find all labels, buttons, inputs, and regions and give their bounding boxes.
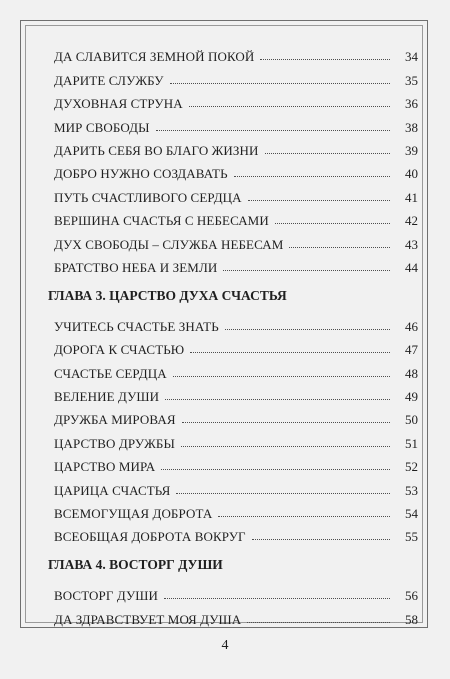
dot-leader <box>173 376 390 377</box>
toc-entry-title: ВЕЛЕНИЕ ДУШИ <box>54 388 160 404</box>
toc-entry-page: 52 <box>405 459 418 475</box>
toc-entry-title: ДРУЖБА МИРОВАЯ <box>54 412 176 428</box>
dot-leader <box>190 352 390 353</box>
toc-entry-title: ЦАРСТВО ДРУЖБЫ <box>54 435 175 451</box>
dot-leader <box>289 247 390 248</box>
dot-leader <box>218 516 390 517</box>
toc-entry[interactable] <box>48 426 418 449</box>
toc-entry-title: СЧАСТЬЕ СЕРДЦА <box>54 365 167 381</box>
toc-section-continuation <box>48 40 418 274</box>
toc-entry[interactable] <box>48 204 418 227</box>
dot-leader <box>189 106 390 107</box>
toc-entry[interactable] <box>48 520 418 543</box>
toc-entry-page: 47 <box>405 342 418 358</box>
dot-leader <box>161 469 390 470</box>
toc-entry-page: 49 <box>405 388 418 404</box>
toc-entry-title: ДУХ СВОБОДЫ – СЛУЖБА НЕБЕСАМ <box>54 236 284 252</box>
dot-leader <box>275 223 390 224</box>
toc-entry-title: ЦАРСТВО МИРА <box>54 459 156 475</box>
toc-entry-title: ДОРОГА К СЧАСТЬЮ <box>54 342 185 358</box>
toc-entry-title: ДА СЛАВИТСЯ ЗЕМНОЙ ПОКОЙ <box>54 49 255 65</box>
toc-entry[interactable] <box>48 180 418 203</box>
page-number: 4 <box>221 638 229 653</box>
toc-entry[interactable] <box>48 602 418 625</box>
dot-leader <box>252 539 390 540</box>
toc-entry[interactable] <box>48 579 418 602</box>
toc-section-chapter-3 <box>48 309 418 543</box>
dot-leader <box>170 83 390 84</box>
toc-entry-title: ЦАРИЦА СЧАСТЬЯ <box>54 482 171 498</box>
dot-leader <box>156 130 390 131</box>
toc-entry-title: ВСЕМОГУЩАЯ ДОБРОТА <box>54 505 213 521</box>
toc-entry[interactable] <box>48 403 418 426</box>
toc-entry-page: 40 <box>405 166 418 182</box>
toc-entry[interactable] <box>48 473 418 496</box>
dot-leader <box>164 598 390 599</box>
toc-entry-page: 35 <box>405 72 418 88</box>
toc-entry-page: 55 <box>405 529 418 545</box>
toc-entry[interactable] <box>48 110 418 133</box>
dot-leader <box>182 422 390 423</box>
toc-entry-page: 51 <box>405 435 418 451</box>
toc-entry-page: 43 <box>405 236 418 252</box>
dot-leader <box>223 270 390 271</box>
dot-leader <box>234 176 390 177</box>
toc-entry[interactable] <box>48 380 418 403</box>
toc-entry-title: ДУХОВНАЯ СТРУНА <box>54 96 183 112</box>
toc-entry-title: БРАТСТВО НЕБА И ЗЕМЛИ <box>54 259 218 275</box>
toc-entry-page: 58 <box>405 611 418 627</box>
toc-entry-title: ДА ЗДРАВСТВУЕТ МОЯ ДУША <box>54 611 242 627</box>
toc-entry-page: 56 <box>405 588 418 604</box>
toc-entry[interactable] <box>48 134 418 157</box>
toc-entry-page: 46 <box>405 318 418 334</box>
toc-entry[interactable] <box>48 309 418 332</box>
dot-leader <box>165 399 390 400</box>
toc-entry-page: 48 <box>405 365 418 381</box>
dot-leader <box>176 493 390 494</box>
toc-entry[interactable] <box>48 251 418 274</box>
toc-entry-title: ДОБРО НУЖНО СОЗДАВАТЬ <box>54 166 228 182</box>
toc-entry-title: УЧИТЕСЬ СЧАСТЬЕ ЗНАТЬ <box>54 318 219 334</box>
toc-entry[interactable] <box>48 227 418 250</box>
toc-entry-page: 50 <box>405 412 418 428</box>
toc-entry[interactable] <box>48 63 418 86</box>
toc-entry[interactable] <box>48 333 418 356</box>
toc-entry-title: ДАРИТЬ СЕБЯ ВО БЛАГО ЖИЗНИ <box>54 142 259 158</box>
toc-section-chapter-4 <box>48 579 418 626</box>
toc-entry-title: ДАРИТЕ СЛУЖБУ <box>54 72 164 88</box>
toc-entry[interactable] <box>48 450 418 473</box>
chapter-heading: ГЛАВА 4. ВОСТОРГ ДУШИ <box>48 557 223 573</box>
chapter-heading: ГЛАВА 3. ЦАРСТВО ДУХА СЧАСТЬЯ <box>48 287 287 303</box>
toc-entry-page: 38 <box>405 119 418 135</box>
dot-leader <box>181 446 390 447</box>
dot-leader <box>225 329 390 330</box>
dot-leader <box>248 200 390 201</box>
toc-entry-page: 44 <box>405 259 418 275</box>
dot-leader <box>260 59 390 60</box>
toc-entry[interactable] <box>48 87 418 110</box>
toc-entry-page: 42 <box>405 213 418 229</box>
toc-entry-title: ПУТЬ СЧАСТЛИВОГО СЕРДЦА <box>54 189 242 205</box>
dot-leader <box>265 153 390 154</box>
table-of-contents <box>48 40 418 626</box>
toc-entry-title: ВОСТОРГ ДУШИ <box>54 588 158 604</box>
toc-entry-title: ВЕРШИНА СЧАСТЬЯ С НЕБЕСАМИ <box>54 213 269 229</box>
toc-entry[interactable] <box>48 497 418 520</box>
toc-entry-page: 39 <box>405 142 418 158</box>
toc-entry-page: 54 <box>405 505 418 521</box>
toc-entry-page: 36 <box>405 96 418 112</box>
toc-entry[interactable] <box>48 157 418 180</box>
toc-entry-page: 41 <box>405 189 418 205</box>
toc-entry-page: 53 <box>405 482 418 498</box>
toc-entry-page: 34 <box>405 49 418 65</box>
toc-entry-title: МИР СВОБОДЫ <box>54 119 150 135</box>
toc-entry-title: ВСЕОБЩАЯ ДОБРОТА ВОКРУГ <box>54 529 246 545</box>
toc-entry[interactable] <box>48 40 418 63</box>
dot-leader <box>247 622 390 623</box>
toc-entry[interactable] <box>48 356 418 379</box>
